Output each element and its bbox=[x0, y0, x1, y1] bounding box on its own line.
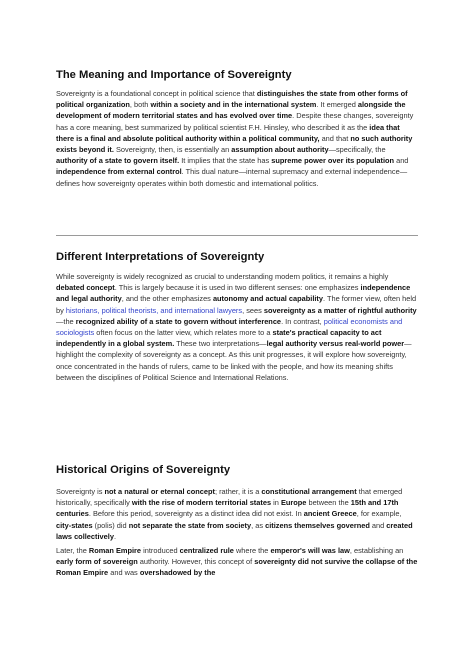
text-run: —highlight the complexity of sovereignty as a concept. As this unit progresses, it will explore how sovereignty, once concentrated in the hands of rulers, came to be linked with the people, and how its meaning shifts between the disciplines of Political Science and International Relations. bbox=[56, 339, 412, 382]
text-run: often focus on the latter view, which relates more to a bbox=[94, 328, 273, 338]
bold-text: within a society and in the international system bbox=[150, 100, 317, 110]
bold-text: emperor's will was law bbox=[270, 546, 350, 555]
bold-text: sovereignty did not survive the collapse of the Roman Empire bbox=[56, 557, 418, 578]
text-run: . This is largely because it is used in two different senses: one emphasizes bbox=[114, 283, 361, 293]
bold-text: alongside the development of modern territorial states and has evolved over time bbox=[56, 100, 406, 121]
bold-text: idea that there is a final and absolute political authority within a political community, bbox=[56, 122, 400, 143]
bold-text: distinguishes the state from other forms of political organization bbox=[56, 89, 408, 110]
text-run: . bbox=[113, 531, 116, 541]
bold-text: legal authority versus real-world power bbox=[266, 339, 405, 349]
bold-text: city-states bbox=[56, 520, 93, 530]
text-run: ; rather, it is a bbox=[214, 487, 262, 496]
bold-text: no such authority exists beyond it. bbox=[56, 133, 413, 155]
section-title-interpretations: Different Interpretations of Sovereignty bbox=[56, 251, 265, 263]
text-run: , as bbox=[251, 520, 266, 530]
highlighted-text: political economists and sociologists bbox=[56, 316, 403, 338]
section-paragraph-historical-origins-2 bbox=[56, 545, 418, 579]
text-run: —specifically, the bbox=[328, 145, 386, 155]
text-run: and that bbox=[319, 133, 351, 143]
text-run: , establishing an bbox=[349, 546, 404, 555]
bold-text: Roman Empire bbox=[88, 546, 142, 555]
section-paragraph-historical-origins-1 bbox=[56, 486, 418, 542]
section-title-meaning: The Meaning and Importance of Sovereignty bbox=[56, 69, 292, 81]
text-run: , for example, bbox=[356, 509, 402, 519]
text-run: introduced bbox=[141, 546, 180, 555]
bold-text: early form of sovereign bbox=[56, 557, 138, 567]
section-paragraph-meaning bbox=[56, 88, 418, 189]
bold-text: Europe bbox=[280, 498, 307, 508]
text-run: Sovereignty, then, is essentially an bbox=[113, 145, 232, 155]
text-run: in bbox=[271, 498, 281, 508]
text-run: authority. However, this concept of bbox=[137, 557, 255, 567]
text-run: . Despite these changes, sovereignty has a core meaning, best summarized by political scientist F.H. Hinsley, who described it as the bbox=[56, 111, 414, 132]
text-run: between the bbox=[306, 498, 351, 508]
text-run: While sovereignty is widely recognized as crucial to understanding modern politics, it remains a highly bbox=[56, 272, 389, 281]
text-run: It implies that the state has bbox=[179, 156, 272, 166]
text-run: , both bbox=[129, 100, 151, 110]
highlighted-text: historians, political theorists, and international lawyers bbox=[65, 305, 243, 315]
text-run: (polis) did bbox=[92, 520, 129, 530]
text-run: and bbox=[369, 520, 387, 530]
bold-text: assumption about authority bbox=[231, 145, 329, 155]
text-run: . The former view, often held by bbox=[56, 294, 417, 315]
bold-text: ancient Greece bbox=[303, 509, 357, 519]
text-run: where the bbox=[233, 546, 271, 555]
section-paragraph-interpretations bbox=[56, 271, 418, 383]
text-run: —the bbox=[56, 316, 76, 326]
bold-text: debated concept bbox=[56, 283, 115, 293]
text-run: , sees bbox=[242, 305, 264, 315]
section-divider bbox=[56, 235, 418, 236]
bold-text: authority of a state to govern itself. bbox=[56, 156, 180, 166]
text-run: Later, the bbox=[56, 546, 89, 555]
bold-text: sovereignty as a matter of rightful authority bbox=[263, 305, 417, 315]
text-run: and was bbox=[108, 568, 140, 578]
text-run: Sovereignty is a foundational concept in political science that bbox=[56, 89, 257, 98]
bold-text: centralized rule bbox=[179, 546, 234, 555]
bold-text: independence from external control bbox=[56, 167, 182, 177]
bold-text: overshadowed by the bbox=[139, 568, 216, 578]
text-run: . This dual nature—internal supremacy and external independence—defines how sovereignty operates within both domestic and international politics. bbox=[56, 167, 408, 188]
bold-text: independence and legal authority bbox=[56, 283, 411, 304]
bold-text: created laws collectively bbox=[56, 520, 413, 541]
bold-text: citizens themselves governed bbox=[265, 520, 370, 530]
text-run: . In contrast, bbox=[281, 316, 324, 326]
bold-text: constitutional arrangement bbox=[261, 487, 357, 496]
bold-text: 15th and 17th centuries bbox=[56, 498, 399, 519]
text-run: , and the other emphasizes bbox=[121, 294, 213, 304]
bold-text: not a natural or eternal concept bbox=[104, 487, 215, 496]
bold-text: autonomy and actual capability bbox=[212, 294, 323, 304]
bold-text: supreme power over its population bbox=[271, 156, 395, 166]
text-run: and bbox=[394, 156, 409, 166]
text-run: Sovereignty is bbox=[56, 487, 105, 496]
bold-text: state's practical capacity to act independently in a global system. bbox=[56, 328, 382, 349]
text-run: . It emerged bbox=[316, 100, 358, 110]
text-run: These two interpretations— bbox=[174, 339, 267, 349]
bold-text: recognized ability of a state to govern without interference bbox=[75, 316, 282, 326]
bold-text: not separate the state from society bbox=[128, 520, 252, 530]
bold-text: with the rise of modern territorial states bbox=[131, 498, 272, 508]
text-run: . Before this period, sovereignty as a distinct idea did not exist. In bbox=[88, 509, 304, 519]
section-title-historical-origins: Historical Origins of Sovereignty bbox=[56, 464, 231, 476]
text-run: that emerged historically, specifically bbox=[56, 487, 403, 508]
